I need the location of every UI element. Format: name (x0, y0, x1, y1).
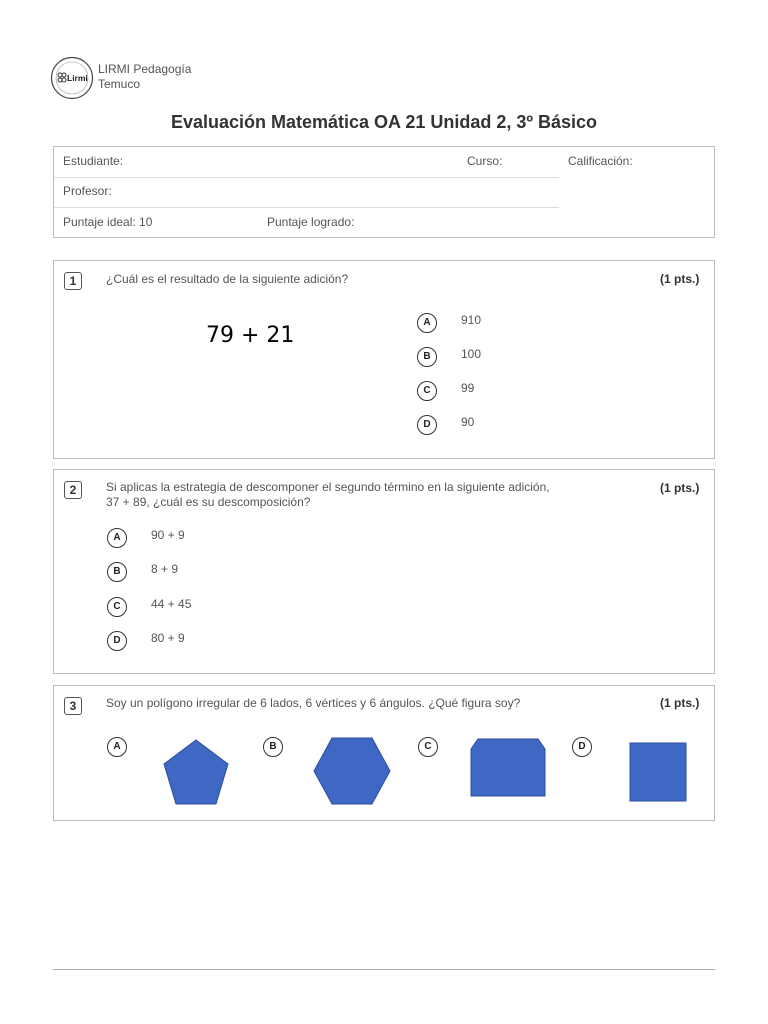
option-a-button[interactable]: A (107, 528, 127, 548)
question-text-line-1: Si aplicas la estrategia de descomponer el segundo término en la siguiente adición, (106, 480, 550, 494)
option-c-value: 99 (461, 381, 475, 395)
option-d-button[interactable]: D (107, 631, 127, 651)
question-number: 3 (64, 697, 82, 715)
lirmi-logo (50, 56, 94, 100)
option-c-button[interactable]: C (107, 597, 127, 617)
option-c-button[interactable]: C (418, 737, 438, 757)
page-title: Evaluación Matemática OA 21 Unidad 2, 3º Básico (170, 112, 598, 132)
option-b-button[interactable]: B (417, 347, 437, 367)
hexagon-icon (312, 735, 392, 807)
logo-wordmark: Lirmi (67, 73, 88, 83)
question-points: (1 pts.) (660, 696, 700, 710)
student-label: Estudiante: (63, 154, 124, 168)
question-text-line-2: 37 + 89, ¿cuál es su descomposición? (106, 495, 311, 509)
org-name: LIRMI Pedagogía (98, 62, 192, 76)
question-text: Soy un polígono irregular de 6 lados, 6 vértices y 6 ángulos. ¿Qué figura soy? (106, 696, 521, 710)
org-location: Temuco (98, 77, 141, 91)
option-c-value: 44 + 45 (151, 597, 192, 611)
course-label: Curso: (467, 154, 503, 168)
option-a-button[interactable]: A (417, 313, 437, 333)
grade-label: Calificación: (568, 154, 633, 168)
option-b-value: 8 + 9 (151, 562, 179, 576)
question-text: ¿Cuál es el resultado de la siguiente adición? (106, 272, 349, 286)
pentagon-icon (160, 735, 232, 807)
option-a-value: 910 (461, 313, 482, 327)
addition-expression: 79 + 21 (206, 323, 295, 348)
option-d-button[interactable]: D (417, 415, 437, 435)
option-d-value: 80 + 9 (151, 631, 185, 645)
ideal-score-label: Puntaje ideal: 10 (63, 215, 153, 229)
option-a-value: 90 + 9 (151, 528, 185, 542)
question-number: 2 (64, 481, 82, 499)
option-d-button[interactable]: D (572, 737, 592, 757)
question-points: (1 pts.) (660, 481, 700, 495)
info-row-teacher (54, 177, 559, 208)
square-icon (627, 741, 689, 803)
option-b-button[interactable]: B (107, 562, 127, 582)
option-b-value: 100 (461, 347, 482, 361)
option-d-value: 90 (461, 415, 475, 429)
question-number: 1 (64, 272, 82, 290)
teacher-label: Profesor: (63, 184, 112, 198)
option-c-button[interactable]: C (417, 381, 437, 401)
achieved-score-label: Puntaje logrado: (267, 215, 355, 229)
footer-divider (53, 969, 715, 970)
question-points: (1 pts.) (660, 272, 700, 286)
option-a-button[interactable]: A (107, 737, 127, 757)
irregular-hexagon-icon (468, 737, 548, 799)
option-b-button[interactable]: B (263, 737, 283, 757)
question-card-1 (53, 260, 715, 459)
